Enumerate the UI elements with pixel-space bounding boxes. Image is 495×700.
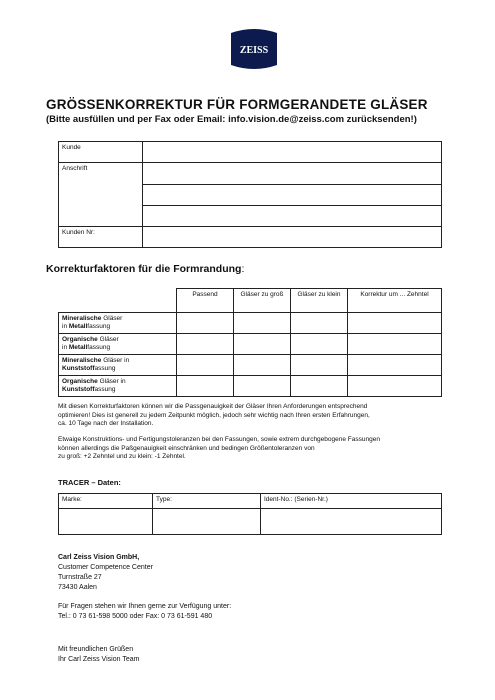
passend-cell[interactable] [177, 376, 234, 397]
table-row [59, 334, 442, 355]
row-label: Organische Gläser in Kunststoffassung [59, 376, 177, 397]
marke-field[interactable] [59, 509, 153, 535]
anschrift-label: Anschrift [59, 163, 143, 227]
kunde-field[interactable] [143, 142, 442, 163]
table-row [59, 355, 442, 376]
zu-gross-cell[interactable] [234, 334, 291, 355]
tracer-heading: TRACER – Daten: [58, 478, 121, 487]
page-subtitle: (Bitte ausfüllen und per Fax oder Email: info.vision.de@zeiss.com zurücksenden!) [46, 114, 417, 125]
anschrift-field-1[interactable] [143, 163, 442, 185]
type-field[interactable] [153, 509, 261, 535]
kunde-label: Kunde [59, 142, 143, 163]
korrektur-cell[interactable] [348, 334, 442, 355]
korrektur-cell[interactable] [348, 313, 442, 334]
anschrift-field-2[interactable] [143, 185, 442, 206]
zu-gross-cell[interactable] [234, 355, 291, 376]
correction-heading: Korrekturfaktoren für die Formrandung: [46, 263, 245, 275]
kunden-nr-label: Kunden Nr: [59, 227, 143, 248]
zu-klein-cell[interactable] [291, 355, 348, 376]
ident-field[interactable] [261, 509, 442, 535]
zeiss-logo [231, 27, 277, 71]
table-row [59, 376, 442, 397]
kunden-nr-field[interactable] [143, 227, 442, 248]
table-row [59, 313, 442, 334]
row-label: Mineralische Gläser in Kunststoffassung [59, 355, 177, 376]
marke-label: Marke: [59, 494, 153, 509]
col-header: Korrektur um ... Zehntel [348, 289, 442, 313]
closing: Mit freundlichen Grüßen Ihr Carl Zeiss Vision Team [58, 646, 140, 663]
col-header: Gläser zu groß [234, 289, 291, 313]
zu-gross-cell[interactable] [234, 376, 291, 397]
passend-cell[interactable] [177, 334, 234, 355]
korrektur-cell[interactable] [348, 376, 442, 397]
info-paragraph: Mit diesen Korrekturfaktoren können wir die Passgenauigkeit der Gläser Ihren Anforderungen entsprechend optimieren! Dies ist generell zu jedem Zeitpunkt möglich, jedoch sehr wichtig nach Ihren ersten Erfahrungen, ca. 10 Tage nach der Installation. [58, 403, 370, 428]
col-header: Passend [177, 289, 234, 313]
passend-cell[interactable] [177, 355, 234, 376]
zu-gross-cell[interactable] [234, 313, 291, 334]
tracer-table [58, 493, 442, 535]
type-label: Type: [153, 494, 261, 509]
korrektur-cell[interactable] [348, 355, 442, 376]
customer-form [58, 141, 442, 248]
contact-info: Für Fragen stehen wir Ihnen gerne zur Verfügung unter: Tel.: 0 73 61-598 5000 oder Fax: 0 73 61-591 480 [58, 603, 232, 620]
corner-cell [59, 289, 177, 313]
zu-klein-cell[interactable] [291, 334, 348, 355]
page-title: GRÖSSENKORREKTUR FÜR FORMGERANDETE GLÄSER [46, 97, 428, 112]
tolerance-paragraph: Etwaige Konstruktions- und Fertigungstoleranzen bei den Fassungen, sowie extrem durchgebogene Fassungen können allerdings die Paßgenauigkeit einschränken und bedingen Größentoleranzen von zu groß: +2 Zehntel und zu klein: -1 Zehntel. [58, 436, 380, 461]
company-address: Carl Zeiss Vision GmbH, Customer Competence Center Turnstraße 27 73430 Aalen [58, 554, 153, 591]
svg-text:ZEISS: ZEISS [239, 45, 269, 56]
passend-cell[interactable] [177, 313, 234, 334]
correction-table [58, 288, 442, 397]
row-label: Organische Gläser in Metallfassung [59, 334, 177, 355]
zu-klein-cell[interactable] [291, 313, 348, 334]
ident-label: Ident-No.: (Serien-Nr.) [261, 494, 442, 509]
row-label: Mineralische Gläser in Metallfassung [59, 313, 177, 334]
col-header: Gläser zu klein [291, 289, 348, 313]
zu-klein-cell[interactable] [291, 376, 348, 397]
anschrift-field-3[interactable] [143, 206, 442, 227]
